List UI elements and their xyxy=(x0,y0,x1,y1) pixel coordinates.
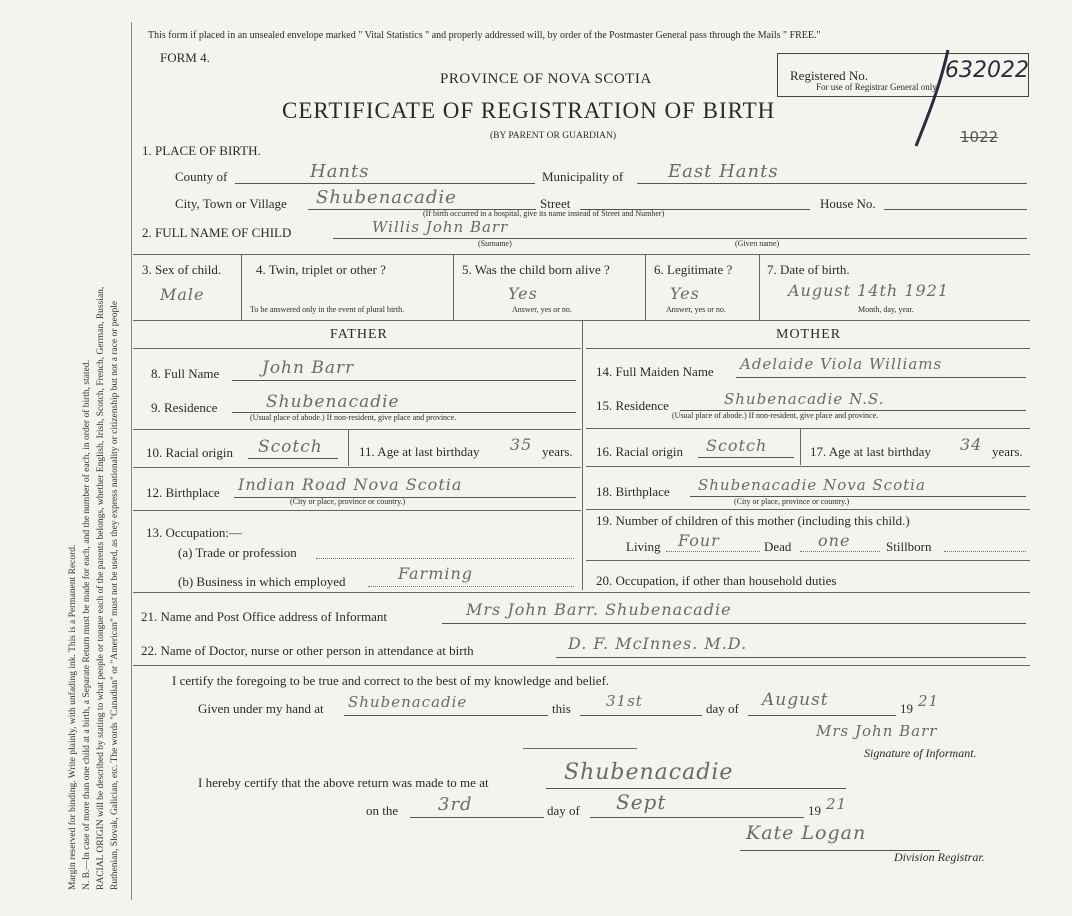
registrar-year-prefix: 19 xyxy=(808,803,821,818)
mother-name-line xyxy=(736,377,1026,378)
registrar-signature: Kate Logan xyxy=(746,822,867,844)
father-birthplace-note: (City or place, province or country.) xyxy=(290,497,406,506)
children-label: 19. Number of children of this mother (including this child.) xyxy=(596,513,910,528)
mother-heading: MOTHER xyxy=(776,327,842,342)
form-number: FORM 4. xyxy=(160,50,210,65)
father-heading-line xyxy=(133,348,581,349)
row3-divider-2 xyxy=(453,254,454,320)
informant-signature: Mrs John Barr xyxy=(816,722,938,740)
registrar-dayof-label: day of xyxy=(547,803,580,818)
registrar-certify-label: I hereby certify that the above return was made to me at xyxy=(198,775,489,790)
informant-line xyxy=(442,623,1026,624)
father-residence-value: Shubenacadie xyxy=(266,392,400,412)
cert-year-prefix: 19 xyxy=(900,701,913,716)
child-name-line xyxy=(333,238,1027,239)
mother-racial-label: 16. Racial origin xyxy=(596,444,684,459)
given-place-value: Shubenacadie xyxy=(348,693,468,711)
hospital-note: (If birth occurred in a hospital, give its name instead of Street and Number) xyxy=(423,209,665,218)
mother-row-line-3 xyxy=(586,509,1030,510)
province-title: PROVINCE OF NOVA SCOTIA xyxy=(440,71,652,87)
doctor-value: D. F. McInnes. M.D. xyxy=(568,634,748,653)
given-place-line xyxy=(344,715,548,716)
mother-heading-line xyxy=(586,348,1030,349)
registrar-month-line xyxy=(590,817,804,818)
trade-line xyxy=(316,558,574,559)
father-name-label: 8. Full Name xyxy=(151,366,220,381)
father-birthplace-value: Indian Road Nova Scotia xyxy=(238,475,463,494)
certify-top-line xyxy=(133,665,1030,666)
mail-notice: This form if placed in an unsealed envelope marked " Vital Statistics " and properly addressed will, by order of the Postmaster General pass through the Mails " FREE." xyxy=(148,30,821,41)
date-note: Month, day, year. xyxy=(858,305,914,314)
informant-value: Mrs John Barr. Shubenacadie xyxy=(466,600,732,619)
registrar-day-line xyxy=(410,817,544,818)
registered-label: Registered No. xyxy=(790,68,868,83)
father-row-line-3 xyxy=(133,510,581,511)
sex-value: Male xyxy=(160,285,205,304)
father-residence-label: 9. Residence xyxy=(151,400,218,415)
mother-name-value: Adelaide Viola Williams xyxy=(740,355,943,373)
county-label: County of xyxy=(175,169,228,184)
margin-note-3: RACIAL ORIGIN will be described by stating to what people or tongue each of the parents belongs, whether English, Irish, Scotch, French, German, Russian, xyxy=(96,286,106,890)
pen-stroke xyxy=(900,46,960,150)
alive-note: Answer, yes or no. xyxy=(512,305,572,314)
cert-day-line xyxy=(580,715,702,716)
living-line xyxy=(666,551,760,552)
father-age-label: 11. Age at last birthday xyxy=(359,444,480,459)
child-name-label: 2. FULL NAME OF CHILD xyxy=(142,225,292,240)
father-row-divider xyxy=(348,430,349,466)
mother-residence-note: (Usual place of abode.) If non-resident, give place and province. xyxy=(672,411,879,420)
father-racial-label: 10. Racial origin xyxy=(146,445,234,460)
twin-label: 4. Twin, triplet or other ? xyxy=(256,262,386,277)
living-label: Living xyxy=(626,539,661,554)
row3-divider-1 xyxy=(241,254,242,320)
municipality-value: East Hants xyxy=(668,161,779,182)
dead-value: one xyxy=(818,531,851,550)
father-birthplace-label: 12. Birthplace xyxy=(146,485,220,500)
father-row-line-1 xyxy=(133,429,581,430)
dead-line xyxy=(800,551,880,552)
certificate-subtitle: (BY PARENT OR GUARDIAN) xyxy=(490,131,617,141)
cert-day-value: 31st xyxy=(606,692,643,710)
mother-birthplace-note: (City or place, province or country.) xyxy=(734,497,850,506)
registrar-note: For use of Registrar General only. xyxy=(816,82,939,92)
business-value: Farming xyxy=(398,564,474,583)
margin-note-2: N. B.—In case of more than one child at a birth, a Separate Return must be made for each, and the number of each, in order of birth, stated. xyxy=(82,360,92,890)
row3-divider-4 xyxy=(759,254,760,320)
child-name-value: Willis John Barr xyxy=(372,218,509,236)
mother-age-unit: years. xyxy=(992,444,1023,459)
father-name-line xyxy=(232,380,576,381)
mother-racial-line xyxy=(698,457,794,458)
cert-dayof-label: day of xyxy=(706,701,739,716)
margin-note-1: Margin reserved for binding. Write plainly, with unfading ink. This is a Permanent Record. xyxy=(68,544,78,890)
house-line xyxy=(884,209,1027,210)
county-line xyxy=(235,183,535,184)
date-label: 7. Date of birth. xyxy=(767,262,850,277)
street-label: Street xyxy=(540,196,571,211)
father-name-value: John Barr xyxy=(262,358,355,378)
registrar-place-line xyxy=(546,788,846,789)
certify-text: I certify the foregoing to be true and correct to the best of my knowledge and belief. xyxy=(172,673,610,688)
cert-month-line xyxy=(748,715,896,716)
registrar-day-value: 3rd xyxy=(438,794,473,815)
margin-note-4: Ruthenian, Slovak, Galician, etc. The words "Canadian" or "American" must not be used, as they express nationality or citizenship but not a race or people xyxy=(110,300,120,890)
mother-age-value: 34 xyxy=(960,435,983,454)
certificate-title: CERTIFICATE OF REGISTRATION OF BIRTH xyxy=(282,98,776,123)
business-label: (b) Business in which employed xyxy=(178,574,346,589)
mother-residence-value: Shubenacadie N.S. xyxy=(724,390,885,408)
father-age-unit: years. xyxy=(542,444,573,459)
father-heading: FATHER xyxy=(330,327,388,342)
doctor-label: 22. Name of Doctor, nurse or other person in attendance at birth xyxy=(141,643,474,658)
registrar-on-label: on the xyxy=(366,803,399,818)
county-value: Hants xyxy=(310,161,370,182)
legitimate-note: Answer, yes or no. xyxy=(666,305,726,314)
informant-label: 21. Name and Post Office address of Informant xyxy=(141,609,387,624)
row3-divider-3 xyxy=(645,254,646,320)
mother-occupation-label: 20. Occupation, if other than household duties xyxy=(596,573,837,588)
mother-birthplace-value: Shubenacadie Nova Scotia xyxy=(698,476,926,494)
mother-row-line-1 xyxy=(586,428,1030,429)
sex-label: 3. Sex of child. xyxy=(142,262,222,277)
registrar-place-value: Shubenacadie xyxy=(564,760,734,785)
legitimate-value: Yes xyxy=(670,284,700,303)
business-line xyxy=(368,586,574,587)
father-racial-line xyxy=(248,458,338,459)
mother-name-label: 14. Full Maiden Name xyxy=(596,364,714,379)
this-label: this xyxy=(552,701,571,716)
mother-birthplace-label: 18. Birthplace xyxy=(596,484,670,499)
father-age-value: 35 xyxy=(510,435,533,454)
father-residence-note: (Usual place of abode.) If non-resident, give place and province. xyxy=(250,413,457,422)
cert-separator xyxy=(523,748,637,749)
struck-number: 1022 xyxy=(960,128,999,146)
given-label: Given under my hand at xyxy=(198,701,324,716)
father-row-line-2 xyxy=(133,467,581,468)
municipality-label: Municipality of xyxy=(542,169,624,184)
alive-label: 5. Was the child born alive ? xyxy=(462,262,610,277)
stillborn-label: Stillborn xyxy=(886,539,932,554)
house-label: House No. xyxy=(820,196,876,211)
given-name-note: (Given name) xyxy=(735,239,780,248)
occupation-label: 13. Occupation:— xyxy=(146,525,243,540)
parents-bottom-line xyxy=(133,592,1030,593)
mother-racial-value: Scotch xyxy=(706,436,768,455)
mother-row-divider xyxy=(800,429,801,465)
row3-top-line xyxy=(133,254,1030,255)
mother-age-label: 17. Age at last birthday xyxy=(810,444,931,459)
surname-note: (Surname) xyxy=(478,239,512,248)
cert-year-value: 21 xyxy=(918,692,940,710)
form-left-border xyxy=(131,22,132,900)
parents-center-divider xyxy=(582,320,583,590)
registered-number: 632022 xyxy=(945,58,1029,83)
registrar-year-value: 21 xyxy=(826,795,848,813)
father-racial-value: Scotch xyxy=(258,437,323,457)
living-value: Four xyxy=(678,531,720,550)
registrar-signature-caption: Division Registrar. xyxy=(894,850,985,864)
dead-label: Dead xyxy=(764,539,792,554)
alive-value: Yes xyxy=(508,284,538,303)
municipality-line xyxy=(637,183,1027,184)
place-of-birth-label: 1. PLACE OF BIRTH. xyxy=(142,143,261,158)
doctor-line xyxy=(556,657,1026,658)
informant-signature-caption: Signature of Informant. xyxy=(864,746,977,760)
city-label: City, Town or Village xyxy=(175,196,287,211)
trade-label: (a) Trade or profession xyxy=(178,545,297,560)
mother-row-line-2 xyxy=(586,466,1030,467)
twin-note: To be answered only in the event of plural birth. xyxy=(250,305,405,314)
mother-row-line-4 xyxy=(586,560,1030,561)
legitimate-label: 6. Legitimate ? xyxy=(654,262,733,277)
date-value: August 14th 1921 xyxy=(788,281,950,300)
stillborn-line xyxy=(944,551,1026,552)
cert-month-value: August xyxy=(762,690,829,710)
registrar-month-value: Sept xyxy=(616,790,667,814)
mother-residence-label: 15. Residence xyxy=(596,398,669,413)
city-value: Shubenacadie xyxy=(316,187,457,208)
